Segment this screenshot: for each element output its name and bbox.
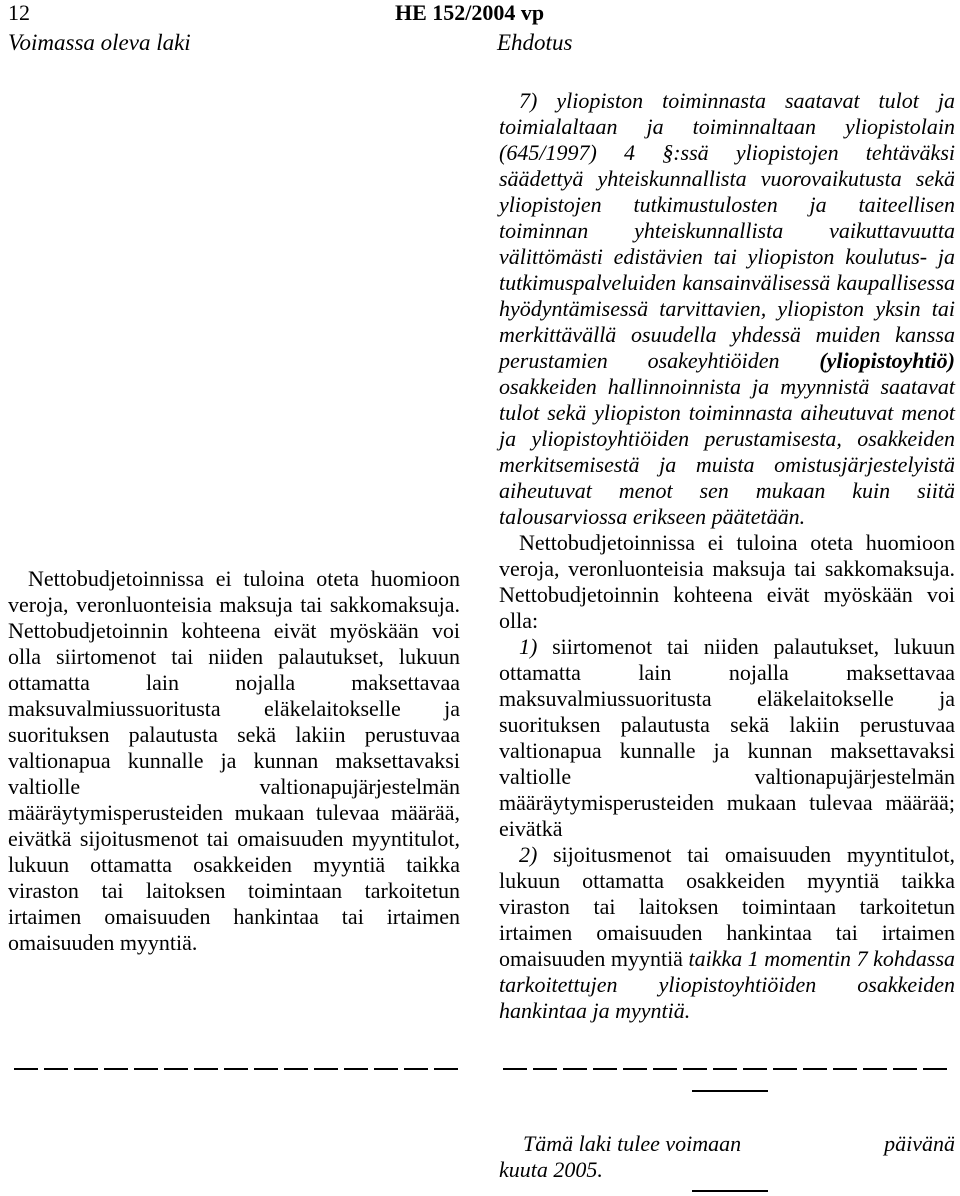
item-7-bold-term: (yliopistoyhtiö): [819, 348, 955, 373]
item-2-italic-text: taikka 1 momentin 7 kohdassa tarkoitettujen yliopistoyhtiöiden osakkeiden hankintaa ja myyntiä.: [499, 946, 956, 1023]
right-column: [499, 88, 955, 1024]
left-separator: [14, 1068, 464, 1070]
header-proposal: Ehdotus: [497, 30, 573, 55]
document-id: HE 152/2004 vp: [395, 0, 545, 25]
entry-into-force-month: kuuta 2005.: [499, 1157, 603, 1182]
bottom-short-rule: [692, 1190, 768, 1192]
entry-into-force: [523, 1131, 955, 1157]
left-column: [8, 566, 460, 956]
right-separator: [503, 1068, 953, 1070]
entry-into-force-day: päivänä: [884, 1131, 955, 1156]
item-2-number: 2): [519, 842, 538, 867]
item-7-text-a: 7) yliopiston toiminnasta saatavat tulot ja toimialaltaan ja toiminnaltaan yliopistolain (645/1997) 4 §:ssä yliopistojen tehtäväksi säädettyä yhteiskunnallista vuorovaikutusta sekä yliopistojen tutkimustulosten ja taiteellisen toiminnan yhteiskunnallista vaikuttavuutta välittömästi edistävien tai yliopiston koulutus- ja tutkimuspalveluiden kansainvälisessä kaupallisessa hyödyntämisessä tarvittavien, yliopiston yksin tai merkittävällä osuudella yhdessä muiden kanssa perustamien osakeyhtiöiden: [499, 88, 955, 373]
item-7-paragraph: [499, 88, 955, 530]
page-number: 12: [8, 0, 30, 25]
netbudget-intro: Nettobudjetoinnissa ei tuloina oteta huomioon veroja, veronluonteisia maksuja tai sakkomaksuja. Nettobudjetoinnin kohteena eivät myöskään voi olla:: [499, 530, 955, 633]
item-1-number: 1): [519, 634, 538, 659]
item-1-text: siirtomenot tai niiden palautukset, lukuun ottamatta lain nojalla maksettavaa maksuvalmiussuoritusta eläkelaitokselle ja suorituksen palautusta sekä lakiin perustuvaa valtionapua kunnalle ja kunnan maksettavaksi valtiolle valtionapujärjestelmän määräytymisperusteiden mukaan tulevaa määrää; eivätkä: [499, 634, 955, 841]
item-7-text-b: osakkeiden hallinnoinnista ja myynnistä saatavat tulot sekä yliopiston toiminnasta aiheutuvat menot ja yliopistoyhtiöiden perustamisesta, osakkeiden merkitsemisestä ja muista omistusjärjestelyistä aiheutuvat menot sen mukaan kuin siitä talousarviossa erikseen päätetään.: [499, 374, 955, 529]
item-2-text: sijoitusmenot tai omaisuuden myyntitulot, lukuun ottamatta osakkeiden myyntiä taikka viraston tai laitoksen toimintaan tarkoitetun irtaimen omaisuuden hankintaa tai irtaimen omaisuuden myyntiä: [499, 842, 955, 971]
header-current-law: Voimassa oleva laki: [8, 30, 191, 55]
item-1-paragraph: [499, 634, 955, 842]
item-2-paragraph: [499, 842, 955, 1024]
left-paragraph: Nettobudjetoinnissa ei tuloina oteta huomioon veroja, veronluonteisia maksuja tai sakkomaksuja. Nettobudjetoinnin kohteena eivät myöskään voi olla siirtomenot tai niiden palautukset, lukuun ottamatta lain nojalla maksettavaa maksuvalmiussuoritusta eläkelaitokselle ja suorituksen palautusta sekä lakiin perustuvaa valtionapua kunnalle ja kunnan maksettavaksi valtiolle valtionapujärjestelmän määräytymisperusteiden mukaan tulevaa määrää, eivätkä sijoitusmenot tai omaisuuden myyntitulot, lukuun ottamatta osakkeiden myyntiä taikka viraston tai laitoksen toimintaan tarkoitetun irtaimen omaisuuden hankintaa tai irtaimen omaisuuden myyntiä.: [8, 566, 460, 955]
right-short-rule: [692, 1090, 768, 1092]
entry-into-force-text: Tämä laki tulee voimaan: [523, 1131, 742, 1156]
